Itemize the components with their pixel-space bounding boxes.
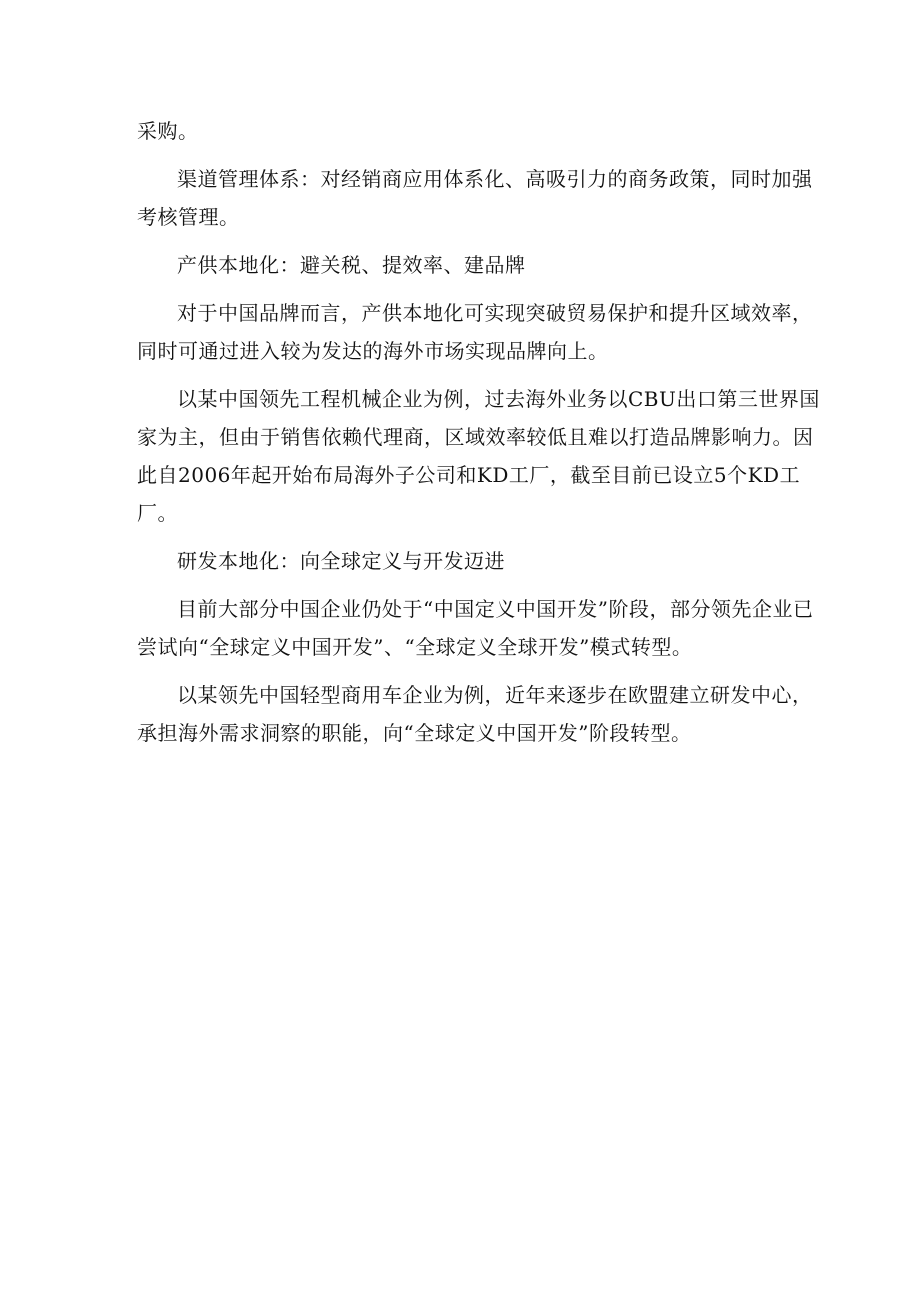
paragraph-6: 以某领先中国轻型商用车企业为例，近年来逐步在欧盟建立研发中心，承担海外需求洞察的职能，向“全球定义中国开发”阶段转型。: [137, 683, 813, 745]
document-body: [137, 112, 827, 762]
paragraph-1: 采购。: [137, 119, 199, 143]
section-heading-rd-localization: 研发本地化：向全球定义与开发迈进: [177, 549, 505, 573]
paragraph-4: 以某中国领先工程机械企业为例，过去海外业务以CBU出口第三世界国家为主，但由于销售依赖代理商，区域效率较低且难以打造品牌影响力。因此自2006年起开始布局海外子公司和KD工厂，截至目前已设立5个KD工厂。: [137, 387, 820, 525]
paragraph-2: 渠道管理体系：对经销商应用体系化、高吸引力的商务政策，同时加强考核管理。: [137, 167, 813, 229]
paragraph-5: 目前大部分中国企业仍处于“中国定义中国开发”阶段，部分领先企业已尝试向“全球定义中国开发”、“全球定义全球开发”模式转型。: [137, 597, 814, 659]
paragraph-3: 对于中国品牌而言，产供本地化可实现突破贸易保护和提升区域效率，同时可通过进入较为发达的海外市场实现品牌向上。: [137, 301, 813, 363]
section-heading-production-localization: 产供本地化：避关税、提效率、建品牌: [177, 253, 526, 277]
